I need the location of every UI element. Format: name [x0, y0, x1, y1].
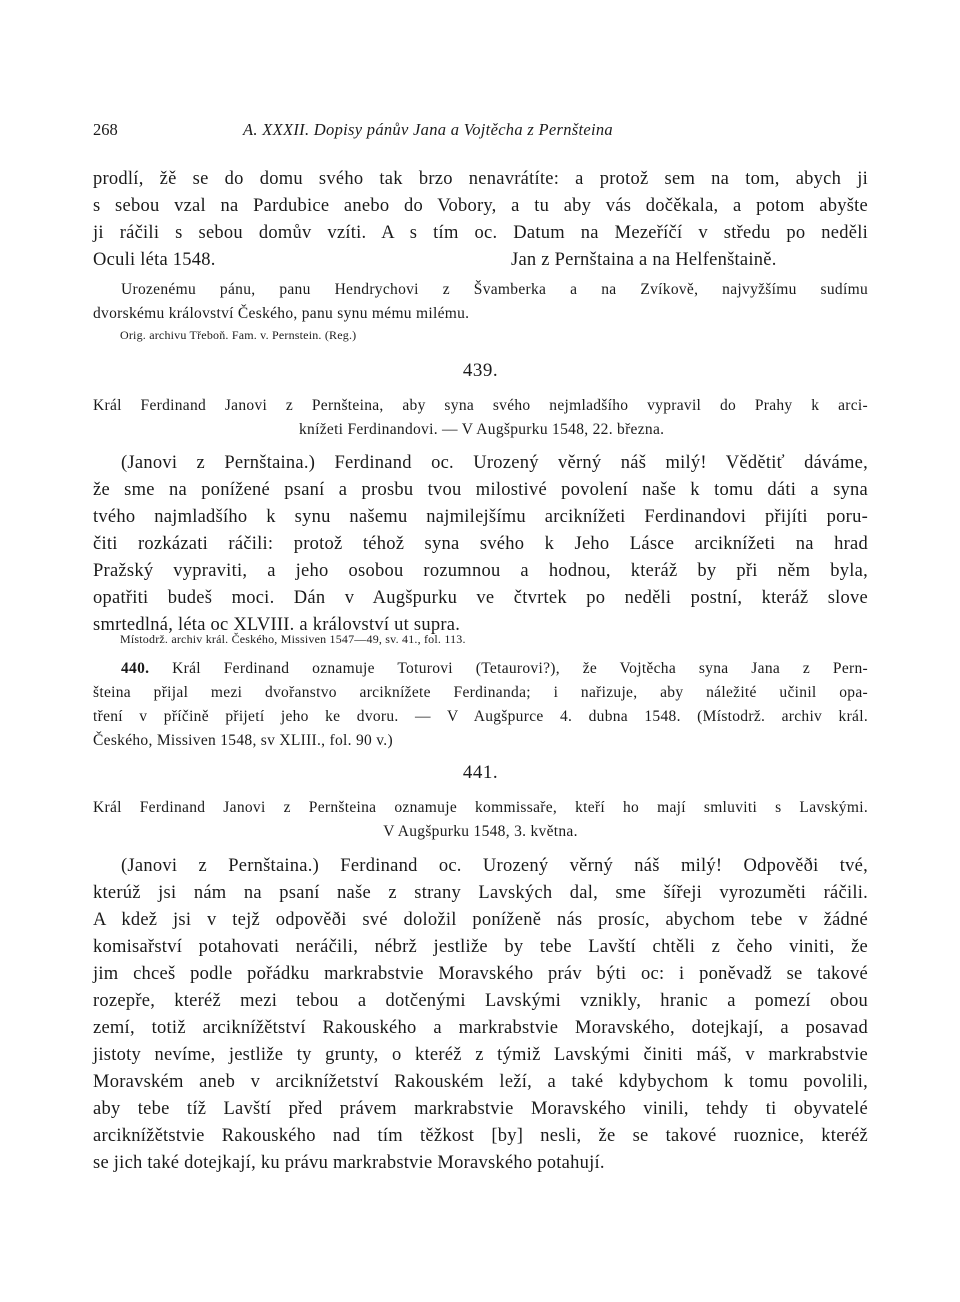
document-number: 440.: [121, 660, 150, 677]
text-line: komisařství potahovati neráčili, nébrž jestliže by tebe Lavští chtěli z čeho viniti, že: [93, 937, 868, 957]
regest-line: knížeti Ferdinandovi. — V Augšpurku 1548, 22. března.: [299, 421, 665, 438]
letter-441: [93, 853, 868, 1177]
letter-439: [93, 450, 868, 639]
regest-line: Českého, Missiven 1548, sv XLIII., fol. 90 v.): [93, 732, 393, 749]
regest-440: [93, 657, 868, 753]
page-number: 268: [93, 120, 118, 139]
text-line: Moravském aneb v arciknížetství Rakouském leží, a také kdybychom k tomu povolili,: [93, 1072, 868, 1092]
address-line: dvorskému království Českého, panu synu mému milému.: [93, 305, 470, 322]
text-line: rozepře, kteréž mezi tebou a dotčenými Lavskými vznikly, hranic a pomezí obou: [93, 991, 868, 1011]
text-line: Oculi léta 1548.: [93, 250, 216, 270]
text-line: prodlí, žě se do domu svého tak brzo nenavrátíte: a protož sem na tom, abych ji: [93, 169, 868, 189]
regest-441: [93, 796, 868, 844]
regest-line: V Augšpurku 1548, 3. května.: [383, 823, 578, 840]
text-line: zemí, totiž arciknížětství Rakouského a markrabstvie Moravského, dotejkají, a posavad: [93, 1018, 868, 1038]
address-block: [93, 278, 868, 326]
running-title: A. XXXII. Dopisy pánův Jana a Vojtěcha z Pernšteina: [243, 120, 613, 139]
text-line: arciknížětstvie Rakouského nad tím těžkost [by] nesli, že se takové ruoznice, kteréž: [93, 1126, 868, 1146]
document-number: 441.: [462, 762, 499, 783]
regest-line: Král Ferdinand Janovi z Pernšteina, aby syna svého nejmladšího vypravil do Prahy k arci-: [93, 397, 868, 414]
regest-line: Král Ferdinand Janovi z Pernšteina oznamuje kommissaře, kteří ho mají smluviti s Lavskými.: [93, 799, 868, 816]
text-line: tvého najmladšího k synu našemu najmilejšímu arciknížeti Ferdinandovi přijíti poru-: [93, 507, 868, 527]
text-line: opatřiti budeš moci. Dán v Augšpurku ve čtvrtek po neděli postní, kteráž slove: [93, 588, 868, 608]
text-line: A kdež jsi v tejž odpověði své doložil poníženě nás prosíc, abychom tebe v žádné: [93, 910, 868, 930]
document-number: 439.: [462, 360, 499, 381]
regest-line: šteina přijal mezi dvořanstvo arciknížete Ferdinanda; i nařizuje, aby náležité učinil opa-: [93, 684, 868, 701]
regest-line: [93, 657, 868, 681]
text-line: (Janovi z Pernštaina.) Ferdinand oc. Urozený věrný náš milý! Vědětiť dáváme,: [121, 453, 868, 473]
text-line: jim chceš podle pořádku markrabstvie Moravského práv býti oc: i poněvadž se takové: [93, 964, 868, 984]
text-line: ji ráčili s sebou domův vzíti. A s tím oc. Datum na Mezeříčí v středu po neděli: [93, 223, 868, 243]
text-line: Pražský vypraviti, a jeho osobou rozumnou a hodnou, kteráž by při něm byla,: [93, 561, 868, 581]
text-line: (Janovi z Pernštaina.) Ferdinand oc. Urozený věrný náš milý! Odpověði tvé,: [121, 856, 868, 876]
address-line: Urozenému pánu, panu Hendrychovi z Švamberka a na Zvíkově, najvyžšímu sudímu: [121, 281, 868, 298]
regest-439: [93, 394, 868, 442]
text-line: s sebou vzal na Pardubice anebo do Vobory, a tu aby vás dočěkala, a potom abyšte: [93, 196, 868, 216]
regest-line: tření v příčině přijetí jeho ke dvoru. — V Augšpurce 4. dubna 1548. (Místodrž. archiv král.: [93, 708, 868, 725]
text-line: se jich také dotejkají, ku právu markrabstvie Moravského potahují.: [93, 1153, 605, 1173]
text-line: že sme na ponížené psaní a prosbu tvou milostivé povolení naše k tomu dáti a syna: [93, 480, 868, 500]
text-line: aby tebe tíž Lavští před právem markrabstvie Moravského vinili, tehdy ti obyvatelé: [93, 1099, 868, 1119]
text-line: smrtedlná, léta oc XLVIII. a království ut supra.: [93, 615, 461, 635]
source-note: Místodrž. archiv král. Českého, Missiven 1547—49, sv. 41., fol. 113.: [120, 632, 466, 646]
letter-438-continuation: [93, 166, 868, 274]
regest-text: Král Ferdinand oznamuje Toturovi (Tetaurovi?), že Vojtěcha syna Jana z Pern-: [172, 660, 868, 677]
text-line: čiti rozkázati ráčili: protož téhož syna svého k Jeho Lásce arciknížeti na hrad: [93, 534, 868, 554]
text-line: jistoty nevíme, jestliže ty grunty, o kteréž z týmiž Lavskými činiti máš, v markrabstvie: [93, 1045, 868, 1065]
signature: Jan z Pernštaina a na Helfenštaině.: [511, 250, 777, 270]
text-line: kterúž jsi nám na psaní naše z strany Lavských dal, sme šířeji vyrozuměti ráčili.: [93, 883, 868, 903]
source-note: Orig. archivu Třeboň. Fam. v. Pernstein. (Reg.): [120, 328, 357, 342]
